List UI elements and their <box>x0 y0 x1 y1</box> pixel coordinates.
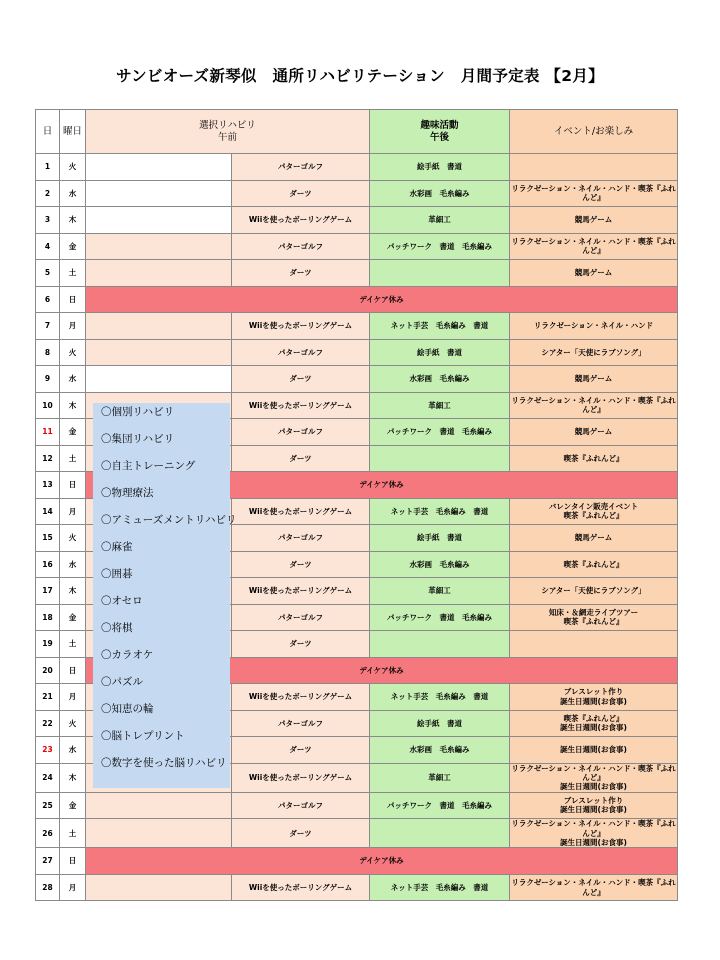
option-area-cell <box>86 874 232 901</box>
event-cell <box>510 631 678 658</box>
hobby-activity-cell: ネット手芸 毛糸編み 書道 <box>370 874 510 901</box>
event-line: 競馬ゲーム <box>574 374 613 384</box>
weekday-cell: 木 <box>60 578 86 605</box>
event-line: シアター「天使にラブソング」 <box>541 586 646 596</box>
event-line: リラクゼーション・ネイル・ハンド・喫茶『ふれんど』 <box>511 183 676 203</box>
day-cell: 2 <box>36 180 60 207</box>
am-activity-cell: Wiiを使ったボーリングゲーム <box>232 763 370 792</box>
event-cell <box>510 445 678 472</box>
event-line-2: 誕生日週間(お食事) <box>560 723 627 733</box>
am-activity-cell: Wiiを使ったボーリングゲーム <box>232 313 370 340</box>
schedule-row <box>36 874 678 901</box>
am-activity-cell: Wiiを使ったボーリングゲーム <box>232 207 370 234</box>
am-activity-cell: パターゴルフ <box>232 339 370 366</box>
day-off-cell: デイケア休み <box>86 848 678 875</box>
weekday-cell: 水 <box>60 180 86 207</box>
event-cell <box>510 180 678 207</box>
hobby-activity-cell: パッチワーク 書道 毛糸編み <box>370 792 510 819</box>
rehab-options-panel <box>93 403 237 788</box>
weekday-cell: 土 <box>60 631 86 658</box>
weekday-cell: 月 <box>60 498 86 525</box>
am-activity-cell: パターゴルフ <box>232 419 370 446</box>
event-line: リラクゼーション・ネイル・ハンド・喫茶『ふれんど』 <box>511 236 676 256</box>
event-line: ブレスレット作り <box>563 796 624 805</box>
hobby-activity-cell <box>370 260 510 287</box>
option-area-cell <box>86 180 232 207</box>
weekday-cell: 土 <box>60 819 86 848</box>
event-line: 競馬ゲーム <box>574 215 613 225</box>
event-cell <box>510 819 678 848</box>
event-cell <box>510 339 678 366</box>
day-cell: 22 <box>36 710 60 737</box>
page-title: サンビオーズ新琴似 通所リハビリテーション 月間予定表 【2月】 <box>116 67 604 85</box>
weekday-cell: 火 <box>60 525 86 552</box>
event-line-2: 誕生日週間(お食事) <box>560 837 627 847</box>
day-cell: 9 <box>36 366 60 393</box>
day-cell: 24 <box>36 763 60 792</box>
event-cell <box>510 525 678 552</box>
rehab-option-item: 〇将棋 <box>101 622 133 634</box>
event-line: シアター「天使にラブソング」 <box>541 347 646 357</box>
event-line: 喫茶『ふれんど』 <box>563 453 624 463</box>
hobby-activity-cell: 絵手紙 書道 <box>370 525 510 552</box>
day-cell: 25 <box>36 792 60 819</box>
weekday-cell: 月 <box>60 874 86 901</box>
day-cell: 26 <box>36 819 60 848</box>
hobby-activity-cell: 水彩画 毛糸編み <box>370 366 510 393</box>
am-activity-cell: ダーツ <box>232 631 370 658</box>
hobby-activity-cell <box>370 445 510 472</box>
rehab-option-item: 〇物理療法 <box>101 487 154 499</box>
schedule-row <box>36 848 678 875</box>
event-line: ブレスレット作り <box>563 687 624 697</box>
rehab-option-item: 〇カラオケ <box>101 649 154 661</box>
day-cell: 5 <box>36 260 60 287</box>
hobby-activity-cell: 革細工 <box>370 763 510 792</box>
rehab-option-item: 〇知恵の輪 <box>101 703 154 715</box>
header-hobby-line2: 午後 <box>429 131 449 143</box>
hobby-activity-cell: ネット手芸 毛糸編み 書道 <box>370 498 510 525</box>
header-weekday: 曜日 <box>60 110 86 154</box>
weekday-cell: 日 <box>60 657 86 684</box>
am-activity-cell: ダーツ <box>232 366 370 393</box>
option-area-cell <box>86 792 232 819</box>
event-line: 知床・＆網走ライブツアー <box>548 607 639 617</box>
hobby-activity-cell: 革細工 <box>370 392 510 419</box>
hobby-activity-cell: 革細工 <box>370 207 510 234</box>
rehab-option-item: 〇個別リハビリ <box>101 406 175 418</box>
hobby-activity-cell: ネット手芸 毛糸編み 書道 <box>370 684 510 711</box>
weekday-cell: 金 <box>60 604 86 631</box>
am-activity-cell: Wiiを使ったボーリングゲーム <box>232 498 370 525</box>
event-cell <box>510 392 678 419</box>
am-activity-cell: パターゴルフ <box>232 710 370 737</box>
weekday-cell: 水 <box>60 366 86 393</box>
event-line: リラクゼーション・ネイル・ハンド・喫茶『ふれんど』 <box>511 395 676 415</box>
hobby-activity-cell: 絵手紙 書道 <box>370 339 510 366</box>
event-cell <box>510 207 678 234</box>
day-cell: 7 <box>36 313 60 340</box>
event-line-2: 誕生日週間(お食事) <box>560 696 627 706</box>
weekday-cell: 水 <box>60 551 86 578</box>
option-area-cell <box>86 366 232 393</box>
event-cell <box>510 154 678 181</box>
weekday-cell: 日 <box>60 286 86 313</box>
am-activity-cell: ダーツ <box>232 445 370 472</box>
day-cell: 20 <box>36 657 60 684</box>
weekday-cell: 火 <box>60 339 86 366</box>
am-activity-cell: ダーツ <box>232 180 370 207</box>
event-cell <box>510 763 678 792</box>
day-cell: 23 <box>36 737 60 764</box>
schedule-row <box>36 366 678 393</box>
event-line: リラクゼーション・ネイル・ハンド・喫茶『ふれんど』 <box>511 763 676 782</box>
event-cell <box>510 874 678 901</box>
am-activity-cell: ダーツ <box>232 819 370 848</box>
rehab-options-list <box>93 403 237 781</box>
event-line-2: 喫茶『ふれんど』 <box>563 617 624 627</box>
rehab-option-item: 〇アミューズメントリハビリ <box>101 514 237 526</box>
day-cell: 10 <box>36 392 60 419</box>
rehab-option-item: 〇自主トレーニング <box>101 460 196 472</box>
option-area-cell <box>86 154 232 181</box>
schedule-row <box>36 154 678 181</box>
weekday-cell: 日 <box>60 848 86 875</box>
event-cell <box>510 684 678 711</box>
header-day: 日 <box>36 110 60 154</box>
option-area-cell <box>86 819 232 848</box>
event-cell <box>510 366 678 393</box>
schedule-row <box>36 260 678 287</box>
am-activity-cell: ダーツ <box>232 551 370 578</box>
weekday-cell: 火 <box>60 154 86 181</box>
header-am <box>86 110 370 154</box>
rehab-option-item: 〇脳トレプリント <box>101 730 185 742</box>
schedule-row <box>36 286 678 313</box>
am-activity-cell: パターゴルフ <box>232 792 370 819</box>
day-cell: 11 <box>36 419 60 446</box>
weekday-cell: 月 <box>60 313 86 340</box>
weekday-cell: 月 <box>60 684 86 711</box>
schedule-row <box>36 180 678 207</box>
event-line: バレンタイン販売イベント <box>548 501 639 511</box>
hobby-activity-cell: パッチワーク 書道 毛糸編み <box>370 419 510 446</box>
weekday-cell: 金 <box>60 792 86 819</box>
schedule-row <box>36 233 678 260</box>
event-cell <box>510 260 678 287</box>
day-cell: 16 <box>36 551 60 578</box>
header-hobby-line1: 趣味活動 <box>420 119 459 131</box>
rehab-option-item: 〇麻雀 <box>101 541 133 553</box>
rehab-option-item: 〇パズル <box>101 676 143 688</box>
day-cell: 19 <box>36 631 60 658</box>
day-cell: 4 <box>36 233 60 260</box>
weekday-cell: 木 <box>60 207 86 234</box>
hobby-activity-cell: パッチワーク 書道 毛糸編み <box>370 233 510 260</box>
hobby-activity-cell: 水彩画 毛糸編み <box>370 737 510 764</box>
event-line-2: 誕生日週間(お食事) <box>560 782 627 792</box>
day-cell: 3 <box>36 207 60 234</box>
day-cell: 27 <box>36 848 60 875</box>
weekday-cell: 土 <box>60 260 86 287</box>
event-cell <box>510 737 678 764</box>
event-cell <box>510 419 678 446</box>
weekday-cell: 日 <box>60 472 86 499</box>
day-cell: 15 <box>36 525 60 552</box>
day-cell: 14 <box>36 498 60 525</box>
day-off-cell: デイケア休み <box>86 472 678 499</box>
option-area-cell <box>86 233 232 260</box>
hobby-activity-cell: 絵手紙 書道 <box>370 710 510 737</box>
am-activity-cell: Wiiを使ったボーリングゲーム <box>232 684 370 711</box>
am-activity-cell: Wiiを使ったボーリングゲーム <box>232 578 370 605</box>
event-line: リラクゼーション・ネイル・ハンド・喫茶『ふれんど』 <box>511 878 676 897</box>
weekday-cell: 金 <box>60 233 86 260</box>
hobby-activity-cell: 水彩画 毛糸編み <box>370 180 510 207</box>
event-line: 競馬ゲーム <box>574 533 613 543</box>
rehab-option-item: 〇オセロ <box>101 595 143 607</box>
event-cell <box>510 233 678 260</box>
event-cell <box>510 604 678 631</box>
event-cell <box>510 792 678 819</box>
event-line: 誕生日週間(お食事) <box>560 745 627 755</box>
day-cell: 8 <box>36 339 60 366</box>
weekday-cell: 水 <box>60 737 86 764</box>
event-cell <box>510 578 678 605</box>
day-cell: 18 <box>36 604 60 631</box>
event-line-2: 喫茶『ふれんど』 <box>563 511 624 521</box>
header-event: イベント/お楽しみ <box>510 110 678 154</box>
event-line: 喫茶『ふれんど』 <box>563 559 624 569</box>
am-activity-cell: パターゴルフ <box>232 154 370 181</box>
day-cell: 6 <box>36 286 60 313</box>
event-cell <box>510 313 678 340</box>
am-activity-cell: パターゴルフ <box>232 525 370 552</box>
hobby-activity-cell: 絵手紙 書道 <box>370 154 510 181</box>
option-area-cell <box>86 339 232 366</box>
hobby-activity-cell <box>370 819 510 848</box>
day-off-cell: デイケア休み <box>86 286 678 313</box>
event-line: リラクゼーション・ネイル・ハンド <box>533 321 654 331</box>
header-am-line1: 選択リハビリ <box>199 119 256 131</box>
day-cell: 21 <box>36 684 60 711</box>
day-cell: 12 <box>36 445 60 472</box>
event-cell <box>510 551 678 578</box>
day-cell: 17 <box>36 578 60 605</box>
header-row <box>36 110 678 154</box>
weekday-cell: 火 <box>60 710 86 737</box>
event-line: リラクゼーション・ネイル・ハンド・喫茶『ふれんど』 <box>511 819 676 838</box>
day-cell: 13 <box>36 472 60 499</box>
weekday-cell: 木 <box>60 763 86 792</box>
event-cell <box>510 498 678 525</box>
schedule-row <box>36 339 678 366</box>
hobby-activity-cell: ネット手芸 毛糸編み 書道 <box>370 313 510 340</box>
rehab-option-item: 〇集団リハビリ <box>101 433 175 445</box>
event-line: 喫茶『ふれんど』 <box>563 713 624 723</box>
event-cell <box>510 710 678 737</box>
weekday-cell: 金 <box>60 419 86 446</box>
hobby-activity-cell: 水彩画 毛糸編み <box>370 551 510 578</box>
event-line: 競馬ゲーム <box>574 268 613 278</box>
schedule-row <box>36 792 678 819</box>
header-hobby <box>370 110 510 154</box>
option-area-cell <box>86 313 232 340</box>
hobby-activity-cell <box>370 631 510 658</box>
header-am-line2: 午前 <box>217 131 237 143</box>
event-line-2: 誕生日週間(お食事) <box>560 805 627 815</box>
am-activity-cell: Wiiを使ったボーリングゲーム <box>232 392 370 419</box>
am-activity-cell: Wiiを使ったボーリングゲーム <box>232 874 370 901</box>
day-off-cell: デイケア休み <box>86 657 678 684</box>
hobby-activity-cell: 革細工 <box>370 578 510 605</box>
event-line: 競馬ゲーム <box>574 427 613 437</box>
option-area-cell <box>86 260 232 287</box>
weekday-cell: 木 <box>60 392 86 419</box>
rehab-option-item: 〇数字を使った脳リハビリ <box>101 757 227 769</box>
day-cell: 28 <box>36 874 60 901</box>
am-activity-cell: パターゴルフ <box>232 604 370 631</box>
option-area-cell <box>86 207 232 234</box>
schedule-row <box>36 819 678 848</box>
am-activity-cell: ダーツ <box>232 737 370 764</box>
am-activity-cell: ダーツ <box>232 260 370 287</box>
weekday-cell: 土 <box>60 445 86 472</box>
hobby-activity-cell: パッチワーク 書道 毛糸編み <box>370 604 510 631</box>
schedule-row <box>36 313 678 340</box>
day-cell: 1 <box>36 154 60 181</box>
rehab-option-item: 〇囲碁 <box>101 568 133 580</box>
am-activity-cell: パターゴルフ <box>232 233 370 260</box>
schedule-row <box>36 207 678 234</box>
